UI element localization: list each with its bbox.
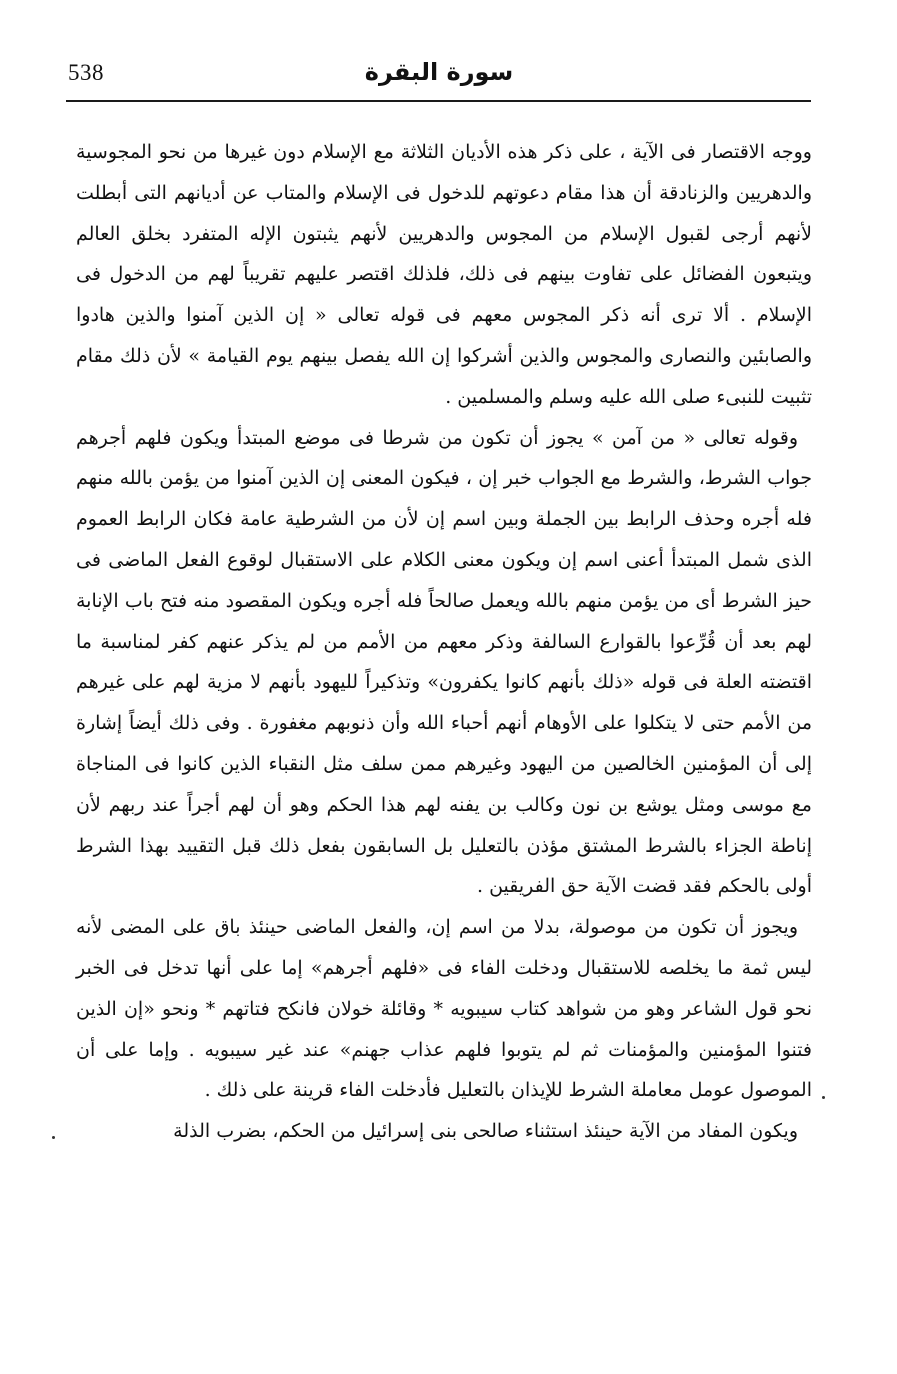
header-rule bbox=[66, 100, 811, 102]
paragraph-3: ويجوز أن تكون من موصولة، بدلا من اسم إن، والفعل الماضى حينئذ باق على المضى لأنه ليس ثمة ما يخلصه للاستقبال ودخلت الفاء فى «فلهم أجرهم» إما على أنها تدخل فى الخبر نحو قول الشاعر وهو من شواهد كتاب سيبويه * وقائلة خولان فانكح فتاتهم * ونحو «إن الذين فتنوا المؤمنين والمؤمنات ثم لم يتوبوا فلهم عذاب جهنم» عند غير سيبويه . وإما على أن الموصول عومل معاملة الشرط للإيذان بالتعليل فأدخلت الفاء قرينة على ذلك . bbox=[76, 916, 812, 1102]
paragraph-2: وقوله تعالى « من آمن » يجوز أن تكون من شرطا فى موضع المبتدأ ويكون فلهم أجرهم جواب الشرط، والشرط مع الجواب خبر إن ، فيكون المعنى إن الذين آمنوا من يؤمن بالله منهم فله أجره وحذف الرابط بين الجملة وبين اسم إن لأن من الشرطية عامة فكان الرابط العموم الذى شمل المبتدأ أعنى اسم إن ويكون معنى الكلام على الاستقبال لوقوع الفعل الماضى فى حيز الشرط أى من يؤمن منهم بالله ويعمل صالحاً فله أجره ويكون المقصود منه فتح باب الإنابة لهم بعد أن قُرِّعوا بالقوارع السالفة وذكر معهم من الأمم من لم يذكر عنهم كفر لمناسبة ما اقتضته العلة فى قوله «ذلك بأنهم كانوا يكفرون» وتذكيراً لليهود بأنهم لا مزية لهم على غيرهم من الأمم حتى لا يتكلوا على الأوهام أنهم أحباء الله وأن ذنوبهم مغفورة . وفى ذلك أيضاً إشارة إلى أن المؤمنين الخالصين من اليهود وغيرهم ممن سلف مثل النقباء الذين كانوا فى المناجاة مع موسى ومثل يوشع بن نون وكالب بن يفنه لهم هذا الحكم وهو أن لهم أجراً عند ربهم لأن إناطة الجزاء بالشرط المشتق مؤذن بالتعليل بل السابقون بفعل ذلك قبل التقييد بهذا الشرط أولى بالحكم فقد قضت الآية حق الفريقين . bbox=[76, 426, 812, 898]
page-header bbox=[68, 52, 810, 98]
paragraph-1: ووجه الاقتصار فى الآية ، على ذكر هذه الأديان الثلاثة مع الإسلام دون غيرها من نحو المجوسية والدهريين والزنادقة أن هذا مقام دعوتهم للدخول فى الإسلام والمتاب عن أديانهم التى أبطلت لأنهم أرجى لقبول الإسلام من المجوس والدهريين لأنهم يثبتون الإله المتفرد بخلق العالم ويتبعون الفضائل على تفاوت بينهم فى ذلك، فلذلك اقتصر عليهم تقريباً لهم من الدخول فى الإسلام . ألا ترى أنه ذكر المجوس معهم فى قوله تعالى « إن الذين آمنوا والذين هادوا والصابئين والنصارى والمجوس والذين أشركوا إن الله يفصل بينهم يوم القيامة » لأن ذلك مقام تثبيت للنبىء صلى الله عليه وسلم والمسلمين . bbox=[76, 141, 812, 408]
page-number: 538 bbox=[68, 60, 104, 85]
scan-speck bbox=[822, 1096, 825, 1099]
running-title: سورة البقرة bbox=[364, 58, 514, 86]
body-text bbox=[76, 132, 812, 1152]
paragraph-4: ويكون المفاد من الآية حينئذ استثناء صالحى بنى إسرائيل من الحكم، بضرب الذلة bbox=[173, 1120, 798, 1143]
scan-speck bbox=[52, 1136, 55, 1139]
